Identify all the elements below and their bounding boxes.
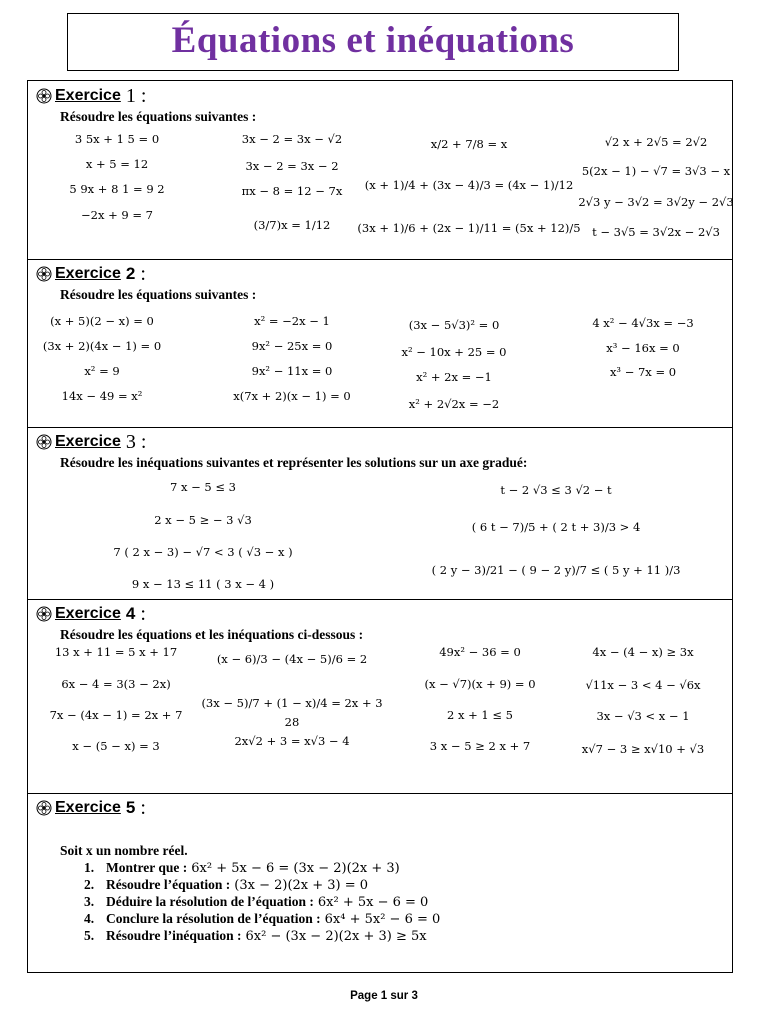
equation: 3x − 2 = 3x − √2 — [241, 132, 343, 146]
equation: 3x − √3 < x − 1 — [596, 709, 690, 723]
equation: 3 x − 5 ≥ 2 x + 7 — [429, 739, 531, 753]
equation: 3 5x + 1 5 = 0 — [74, 132, 160, 146]
equation: 6x − 4 = 3(3 − 2x) — [61, 677, 171, 691]
list-item — [60, 877, 440, 894]
equation: ( 6 t − 7)/5 + ( 2 t + 3)/3 > 4 — [471, 520, 641, 534]
exercise-label: Exercice — [55, 605, 121, 622]
list-item — [60, 894, 440, 911]
item-number: 4. — [84, 911, 95, 926]
equation: (3/7)x = 1/12 — [253, 218, 331, 232]
list-item — [60, 928, 440, 945]
equation: x² + 2√2x = −2 — [408, 397, 500, 411]
exercise-colon: : — [140, 84, 147, 107]
equation: (3x − 5√3)² = 0 — [408, 318, 500, 332]
exercise-label: Exercice — [55, 87, 121, 104]
exercise-instruction: Résoudre les équations suivantes : — [60, 109, 257, 124]
exercise-number: 3 — [125, 430, 136, 453]
equation: (x + 5)(2 − x) = 0 — [50, 314, 154, 328]
item-math: 6x² + 5x − 6 = 0 — [317, 895, 429, 910]
exercise-colon: : — [140, 796, 146, 819]
equation: x − (5 − x) = 3 — [72, 739, 160, 753]
equation: 14x − 49 = x² — [61, 389, 143, 403]
equation: 2√3 y − 3√2 = 3√2y − 2√3 — [578, 195, 734, 209]
equation: 9x² − 25x = 0 — [251, 339, 333, 353]
exercise-3 — [28, 427, 732, 600]
equation: 5 9x + 8 1 = 9 2 — [69, 182, 165, 196]
equation: x(7x + 2)(x − 1) = 0 — [233, 389, 351, 403]
equation: 49x² − 36 = 0 — [439, 645, 521, 659]
flower-icon — [36, 434, 52, 450]
equation: 28 — [284, 715, 300, 729]
equation: x² + 2x = −1 — [416, 370, 492, 384]
equation: (3x + 2)(4x − 1) = 0 — [42, 339, 162, 353]
equation: 7x − (4x − 1) = 2x + 7 — [49, 708, 183, 722]
page-footer: Page 1 sur 3 — [350, 990, 418, 1002]
equation: (3x − 5)/7 + (1 − x)/4 = 2x + 3 — [201, 696, 383, 710]
equation: πx − 8 = 12 − 7x — [241, 184, 343, 198]
list-item — [60, 860, 440, 877]
item-number: 2. — [84, 877, 95, 892]
item-math: (3x − 2)(2x + 3) = 0 — [234, 878, 369, 893]
equation: 2 x + 1 ≤ 5 — [447, 708, 513, 722]
equation: t − 3√5 = 3√2x − 2√3 — [592, 225, 720, 239]
title-box — [67, 13, 679, 71]
flower-icon — [36, 606, 52, 622]
equation: √11x − 3 < 4 − √6x — [585, 678, 701, 692]
equation: 5(2x − 1) − √7 = 3√3 − x — [581, 164, 731, 178]
list-item — [60, 911, 440, 928]
exercise-label: Exercice — [55, 433, 121, 450]
flower-icon — [36, 88, 52, 104]
equation: x + 5 = 12 — [85, 157, 149, 171]
exercise-2 — [28, 259, 732, 428]
equation: x³ − 7x = 0 — [609, 365, 677, 379]
exercise-number: 5 — [125, 798, 136, 817]
item-number: 1. — [84, 860, 95, 875]
exercise-4-heading — [36, 603, 146, 625]
exercise-5-heading — [36, 797, 146, 819]
exercise-label: Exercice — [55, 265, 121, 282]
item-number: 5. — [84, 928, 95, 943]
equation: x/2 + 7/8 = x — [430, 137, 508, 151]
exercise-3-heading — [36, 431, 146, 453]
exercise-number: 1 — [125, 84, 136, 107]
item-text: Résoudre l’équation : — [106, 877, 231, 892]
exercise-colon: : — [140, 602, 146, 625]
equation: (x + 1)/4 + (3x − 4)/3 = (4x − 1)/12 — [364, 178, 574, 192]
equation: 9 x − 13 ≤ 11 ( 3 x − 4 ) — [131, 577, 275, 591]
exercise-5-content — [60, 843, 440, 945]
flower-icon — [36, 800, 52, 816]
equation: 13 x + 11 = 5 x + 17 — [54, 645, 178, 659]
exercise-1-heading — [36, 85, 146, 107]
equation: x√7 − 3 ≥ x√10 + √3 — [581, 742, 705, 756]
item-text: Montrer que : — [106, 860, 188, 875]
intro-line: Soit x un nombre réel. — [60, 843, 188, 858]
equation: 2x√2 + 3 = x√3 − 4 — [234, 734, 350, 748]
equation: ( 2 y − 3)/21 − ( 9 − 2 y)/7 ≤ ( 5 y + 11 )/3 — [431, 563, 681, 577]
exercise-frame — [27, 80, 733, 973]
item-text: Conclure la résolution de l’équation : — [106, 911, 321, 926]
exercise-colon: : — [140, 262, 146, 285]
equation: 4x − (4 − x) ≥ 3x — [592, 645, 694, 659]
equation: (x − 6)/3 − (4x − 5)/6 = 2 — [216, 652, 368, 666]
equation: 4 x² − 4√3x = −3 — [592, 316, 694, 330]
equation: x² = −2x − 1 — [254, 314, 330, 328]
item-math: 6x² − (3x − 2)(2x + 3) ≥ 5x — [245, 929, 427, 944]
exercise-instruction: Résoudre les équations et les inéquations ci-dessous : — [60, 627, 364, 642]
equation: 7 x − 5 ≤ 3 — [170, 480, 236, 494]
exercise-instruction: Résoudre les équations suivantes : — [60, 287, 257, 302]
equation: t − 2 √3 ≤ 3 √2 − t — [500, 483, 612, 497]
equation: x³ − 16x = 0 — [606, 341, 680, 355]
equation: (3x + 1)/6 + (2x − 1)/11 = (5x + 12)/5 — [357, 221, 581, 235]
flower-icon — [36, 266, 52, 282]
item-number: 3. — [84, 894, 95, 909]
equation: 2 x − 5 ≥ − 3 √3 — [154, 513, 252, 527]
equation: −2x + 9 = 7 — [81, 208, 153, 222]
exercise-1 — [28, 81, 732, 260]
item-text: Déduire la résolution de l’équation : — [106, 894, 314, 909]
equation: x² = 9 — [84, 364, 120, 378]
exercise-instruction: Résoudre les inéquations suivantes et représenter les solutions sur un axe gradué: — [60, 455, 528, 470]
exercise-4 — [28, 599, 732, 794]
equation: x² − 10x + 25 = 0 — [401, 345, 507, 359]
item-math: 6x⁴ + 5x² − 6 = 0 — [324, 912, 441, 927]
exercise-colon: : — [140, 430, 147, 453]
exercise-label: Exercice — [55, 799, 121, 816]
exercise-number: 2 — [125, 264, 136, 283]
equation: √2 x + 2√5 = 2√2 — [604, 135, 708, 149]
equation: 3x − 2 = 3x − 2 — [245, 159, 339, 173]
equation: (x − √7)(x + 9) = 0 — [424, 677, 536, 691]
item-math: 6x² + 5x − 6 = (3x − 2)(2x + 3) — [191, 861, 400, 876]
item-text: Résoudre l’inéquation : — [106, 928, 242, 943]
equation: 7 ( 2 x − 3) − √7 < 3 ( √3 − x ) — [113, 545, 293, 559]
page-title: Équations et inéquations — [171, 20, 575, 61]
exercise-number: 4 — [125, 604, 136, 623]
exercise-2-heading — [36, 263, 146, 285]
equation: 9x² − 11x = 0 — [251, 364, 333, 378]
exercise-5 — [28, 793, 732, 971]
